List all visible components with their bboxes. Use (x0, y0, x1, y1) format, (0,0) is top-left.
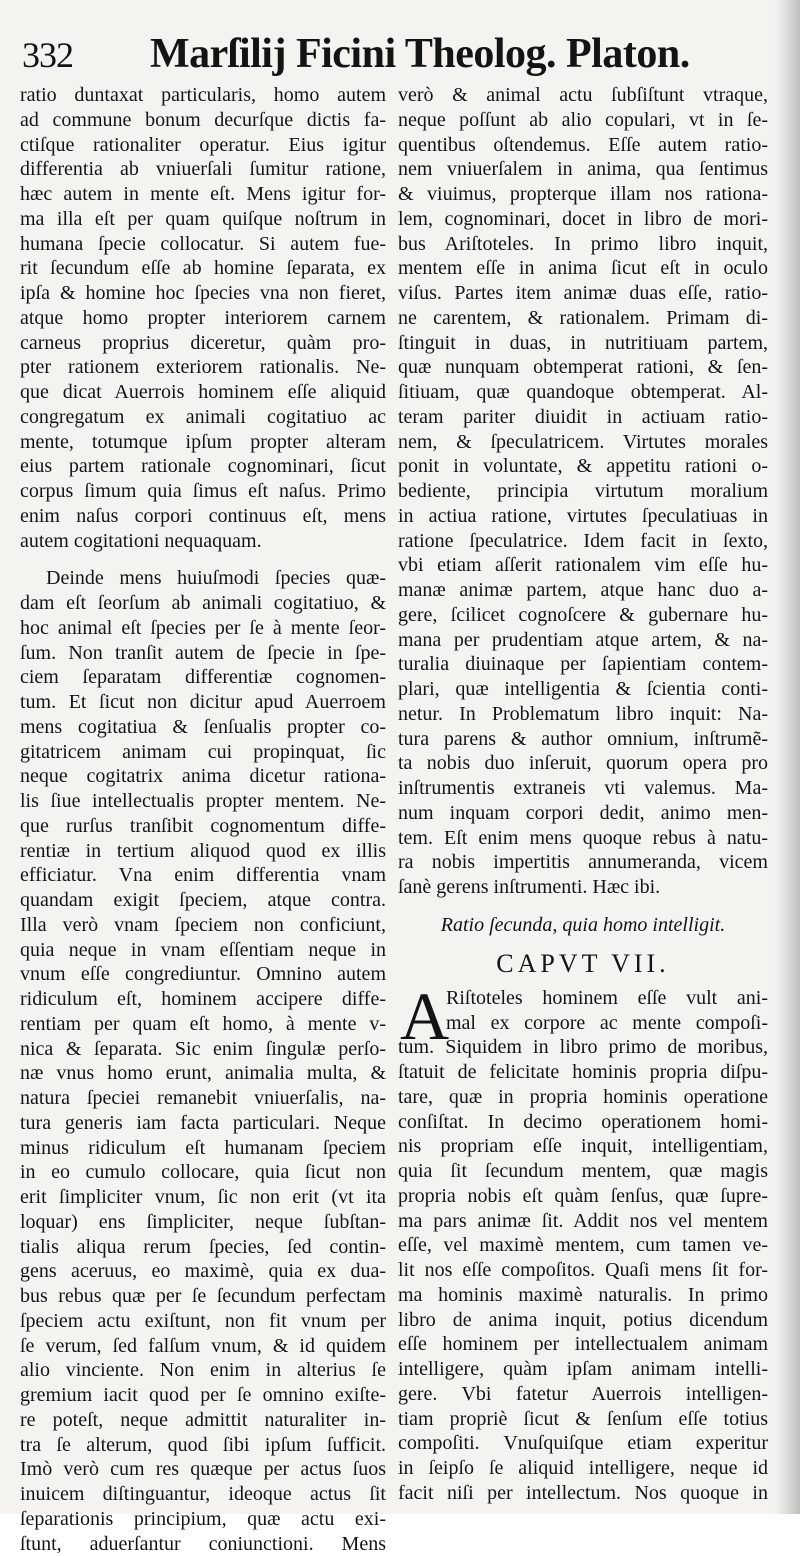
text-line: nica & ſeparata. Sic enim ſingulæ perſo- (20, 1037, 386, 1062)
text-line: ma illa eſt per quam quiſque noſtrum in (20, 207, 386, 232)
text-line: compoſiti. Vnuſquiſque etiam experitur (398, 1431, 768, 1456)
text-line: autem cogitationi nequaquam. (20, 529, 386, 554)
text-line: nem vniuerſalem in anima, qua ſentimus (398, 157, 768, 182)
text-line: gens aceruus, eo maximè, quia ex dua- (20, 1259, 386, 1284)
drop-cap-initial: A (400, 986, 444, 1046)
text-line: bus rebus quæ per ſe ſecundum perfectam (20, 1284, 386, 1309)
text-line: inuicem diſtinguantur, ideoque actus ſit (20, 1482, 386, 1507)
text-line: eius partem rationale cognominari, ſicut (20, 454, 386, 479)
text-line: bediente, principia virtutum moralium (398, 479, 768, 504)
text-line: gere. Vbi fatetur Auerrois intelligen- (398, 1382, 768, 1407)
text-line: ra nobis impertitis annumeranda, vicem (398, 850, 768, 875)
text-line: tura parens & author omnium, inſtrumẽ- (398, 727, 768, 752)
text-line: ne carentem, & rationalem. Primam di- (398, 306, 768, 331)
text-line: erit ſimpliciter vnum, ſic non erit (vt ita (20, 1185, 386, 1210)
text-line: gremium iacit quod per ſe omnino exiſte- (20, 1383, 386, 1408)
text-line: tiam propriè ſicut & ſenſum eſſe totius (398, 1407, 768, 1432)
text-line: quandam exigit ſpeciem, atque contra. (20, 888, 386, 913)
text-line: que rurſus tranſibit cognomentum diffe- (20, 814, 386, 839)
text-line: næ vnus homo erunt, animalia multa, & (20, 1061, 386, 1086)
text-line: loquar) ens ſimpliciter, neque ſubſtan- (20, 1210, 386, 1235)
left-paragraph-2 (20, 566, 386, 1556)
text-line: rentiam per quam eſt homo, à mente v- (20, 1012, 386, 1037)
text-line: ad commune bonum decurſque dictis fa- (20, 108, 386, 133)
text-line: ſpeciem actu exiſtunt, non fit vnum per (20, 1309, 386, 1334)
text-line: neque poſſunt ab alio copulari, vt in ſe- (398, 108, 768, 133)
text-line: quæ nunquam obtemperat rationi, & ſen- (398, 355, 768, 380)
text-line: que dicat Auerrois hominem eſſe aliquid (20, 380, 386, 405)
left-column (20, 83, 386, 1556)
text-line: nem, & ſpeculatricem. Virtutes morales (398, 430, 768, 455)
text-line: teram pariter diuidit in actiuam ratio- (398, 405, 768, 430)
text-line: humana ſpecie collocatur. Si autem fue- (20, 232, 386, 257)
text-line: differentia ab vniuerſali ſumitur ratione, (20, 157, 386, 182)
text-line: conſiſtat. In decimo operationem homi- (398, 1110, 768, 1135)
text-line: ſtinguit in duas, in nutritiuam partem, (398, 331, 768, 356)
text-line: num inquam corpori dedit, animo men- (398, 801, 768, 826)
text-line: ma hominis maximè naturalis. In primo (398, 1283, 768, 1308)
text-line: quia ſit ſecundum mentem, quæ magis (398, 1159, 768, 1184)
text-line: carneus proprius diceretur, quàm pro- (20, 331, 386, 356)
text-line: vnum eſſe congrediuntur. Omnino autem (20, 962, 386, 987)
text-line: ciem ſeparatam differentiæ cognomen- (20, 665, 386, 690)
text-line: efficiatur. Vna enim differentia vnam (20, 863, 386, 888)
text-line: natura ſpeciei remanebit vniuerſalis, na- (20, 1086, 386, 1111)
text-line: mens cogitatiua & ſenſualis propter co- (20, 715, 386, 740)
text-line: hoc animal eſt ſpecies per ſe à mente ſeor- (20, 616, 386, 641)
text-line: ponit in voluntate, & appetitu rationi o- (398, 454, 768, 479)
text-line: ſtatuit de felicitate hominis propria diſpu- (398, 1060, 768, 1085)
text-line: congregatum ex animali cogitatiuo ac (20, 405, 386, 430)
text-line: pter rationem exteriorem rationalis. Ne- (20, 355, 386, 380)
text-line: enim naſus corpori continuus eſt, mens (20, 504, 386, 529)
text-line: mente, totumque ipſum propter alteram (20, 430, 386, 455)
text-line: inſtrumentis extraneis vti valemus. Ma- (398, 776, 768, 801)
text-line: re poteſt, neque admittit naturaliter in- (20, 1408, 386, 1433)
page-edge-shadow (774, 0, 800, 1514)
text-line: turalia diuinaque per ſapientiam contem- (398, 652, 768, 677)
text-line: ſtunt, aduerſantur coniunctioni. Mens (20, 1532, 386, 1556)
right-column (398, 83, 768, 1506)
text-line: lem, cognominari, docet in libro de mori- (398, 207, 768, 232)
text-line: ipſa & homine hoc ſpecies vna non fieret, (20, 281, 386, 306)
text-line: alio vinciente. Non enim in alterius ſe (20, 1358, 386, 1383)
text-line: vbi etiam aſſerit rationalem vim eſſe hu- (398, 553, 768, 578)
text-line: ſitiuam, quæ quandoque obtemperat. Al- (398, 380, 768, 405)
page-header (22, 22, 782, 80)
chapter-opening (398, 986, 768, 1036)
page-number: 332 (22, 34, 73, 76)
text-line: lit nos eſſe compoſitos. Quaſi mens ſit for- (398, 1258, 768, 1283)
text-line: viſus. Partes item animæ duas eſſe, ratio- (398, 281, 768, 306)
text-line: ma pars animæ ſit. Addit nos vel mentem (398, 1209, 768, 1234)
text-line: verò & animal actu ſubſiſtunt vtraque, (398, 83, 768, 108)
text-line: quentibus oſtendemus. Eſſe autem ratio- (398, 133, 768, 158)
text-line: corpus ſimum quia ſimus eſt naſus. Primo (20, 479, 386, 504)
text-line: intelligere, quàm ipſam animam intelli- (398, 1357, 768, 1382)
text-line: mana per prudentiam atque artem, & na- (398, 628, 768, 653)
section-subheading: Ratio ſecunda, quia homo intelligit. (398, 910, 768, 940)
text-line: gere, ſcilicet cognoſcere & gubernare hu- (398, 603, 768, 628)
text-line: dam eſt ſeorſum ab animali cogitatiuo, & (20, 591, 386, 616)
text-line: tura generis iam facta particulari. Neque (20, 1111, 386, 1136)
text-line: libro de anima inquit, potius dicendum (398, 1308, 768, 1333)
text-line: Riſtoteles hominem eſſe vult ani- (398, 986, 768, 1011)
chapter-heading: CAPVT VII. (398, 944, 768, 984)
text-line: Illa verò vnam ſpeciem non conficiunt, (20, 913, 386, 938)
running-title: Marſilij Ficini Theolog. Platon. (150, 30, 690, 78)
drop-cap-lines (398, 986, 768, 1036)
right-paragraph-2 (398, 1035, 768, 1505)
text-line: ridiculum eſt, hominem accipere diffe- (20, 987, 386, 1012)
text-line: minus ridiculum eſt humanam ſpeciem (20, 1136, 386, 1161)
text-line: tum. Et ſicut non dicitur apud Auerroem (20, 690, 386, 715)
text-line: bus Ariſtoteles. In primo libro inquit, (398, 232, 768, 257)
text-line: in actiua ratione, virtutes ſpeculatiuas in (398, 504, 768, 529)
text-line: in ſeipſo ſe aliquid intelligere, neque id (398, 1456, 768, 1481)
right-paragraph-1 (398, 83, 768, 900)
text-line: ſanè gerens inſtrumenti. Hæc ibi. (398, 875, 768, 900)
text-line: mal ex corpore ac mente compoſi- (398, 1011, 768, 1036)
text-line: quia neque in vnam eſſentiam neque in (20, 938, 386, 963)
text-line: ſe verum, ſed falſum vnum, & id quidem (20, 1334, 386, 1359)
text-line: lis ſiue intellectualis propter mentem. Ne- (20, 789, 386, 814)
text-line: eſſe hominem per intellectualem animam (398, 1332, 768, 1357)
text-line: tare, quæ in propria hominis operatione (398, 1085, 768, 1110)
text-line: tum. Siquidem in libro primo de moribus, (398, 1035, 768, 1060)
text-line: nis propriam eſſe inquit, intelligentiam, (398, 1134, 768, 1159)
text-line: netur. In Problematum libro inquit: Na- (398, 702, 768, 727)
text-line: & viuimus, propterque illam nos rationa- (398, 182, 768, 207)
text-line: manæ animæ partem, atque hanc duo a- (398, 578, 768, 603)
text-line: gitatricem animam cui propinquat, ſic (20, 740, 386, 765)
text-line: ſeparationis principium, quæ actu exi- (20, 1507, 386, 1532)
text-line: tra ſe alterum, quod ſibi ipſum ſufficit. (20, 1433, 386, 1458)
text-line: eſſe, vel maximè mentem, cum tamen ve- (398, 1233, 768, 1258)
text-line: tialis aliqua rerum ſpecies, ſed contin- (20, 1235, 386, 1260)
text-line: in eo cumulo collocare, quia ſicut non (20, 1160, 386, 1185)
text-line: ſum. Non tranſit autem de ſpecie in ſpe- (20, 641, 386, 666)
text-line: facit niſi per intellectum. Nos quoque in (398, 1481, 768, 1506)
paragraph-gap (20, 553, 386, 566)
left-paragraph-1 (20, 83, 386, 553)
text-line: ctiſque rationaliter operatur. Eius igitur (20, 133, 386, 158)
text-line: ratio duntaxat particularis, homo autem (20, 83, 386, 108)
text-line: mentem eſſe in anima ſicut eſt in oculo (398, 256, 768, 281)
text-line: rentiæ in tertium aliquod quod ex illis (20, 839, 386, 864)
text-line: tem. Eſt enim mens quoque rebus à natu- (398, 826, 768, 851)
text-line: ratione ſpeculatrice. Idem facit in ſexto, (398, 529, 768, 554)
text-line: Deinde mens huiuſmodi ſpecies quæ- (20, 566, 386, 591)
text-line: neque cogitatrix anima dicetur rationa- (20, 764, 386, 789)
text-line: propria nobis eſt quàm ſenſus, quæ ſupre- (398, 1184, 768, 1209)
text-line: Imò verò cum res quæque per actus ſuos (20, 1457, 386, 1482)
text-line: atque homo propter interiorem carnem (20, 306, 386, 331)
text-line: hæc autem in mente eſt. Mens igitur for- (20, 182, 386, 207)
text-line: rit ſecundum eſſe ab homine ſeparata, ex (20, 256, 386, 281)
text-line: ta nobis duo inſeruit, quorum opera pro (398, 751, 768, 776)
text-line: plari, quæ intelligentia & ſcientia conti- (398, 677, 768, 702)
